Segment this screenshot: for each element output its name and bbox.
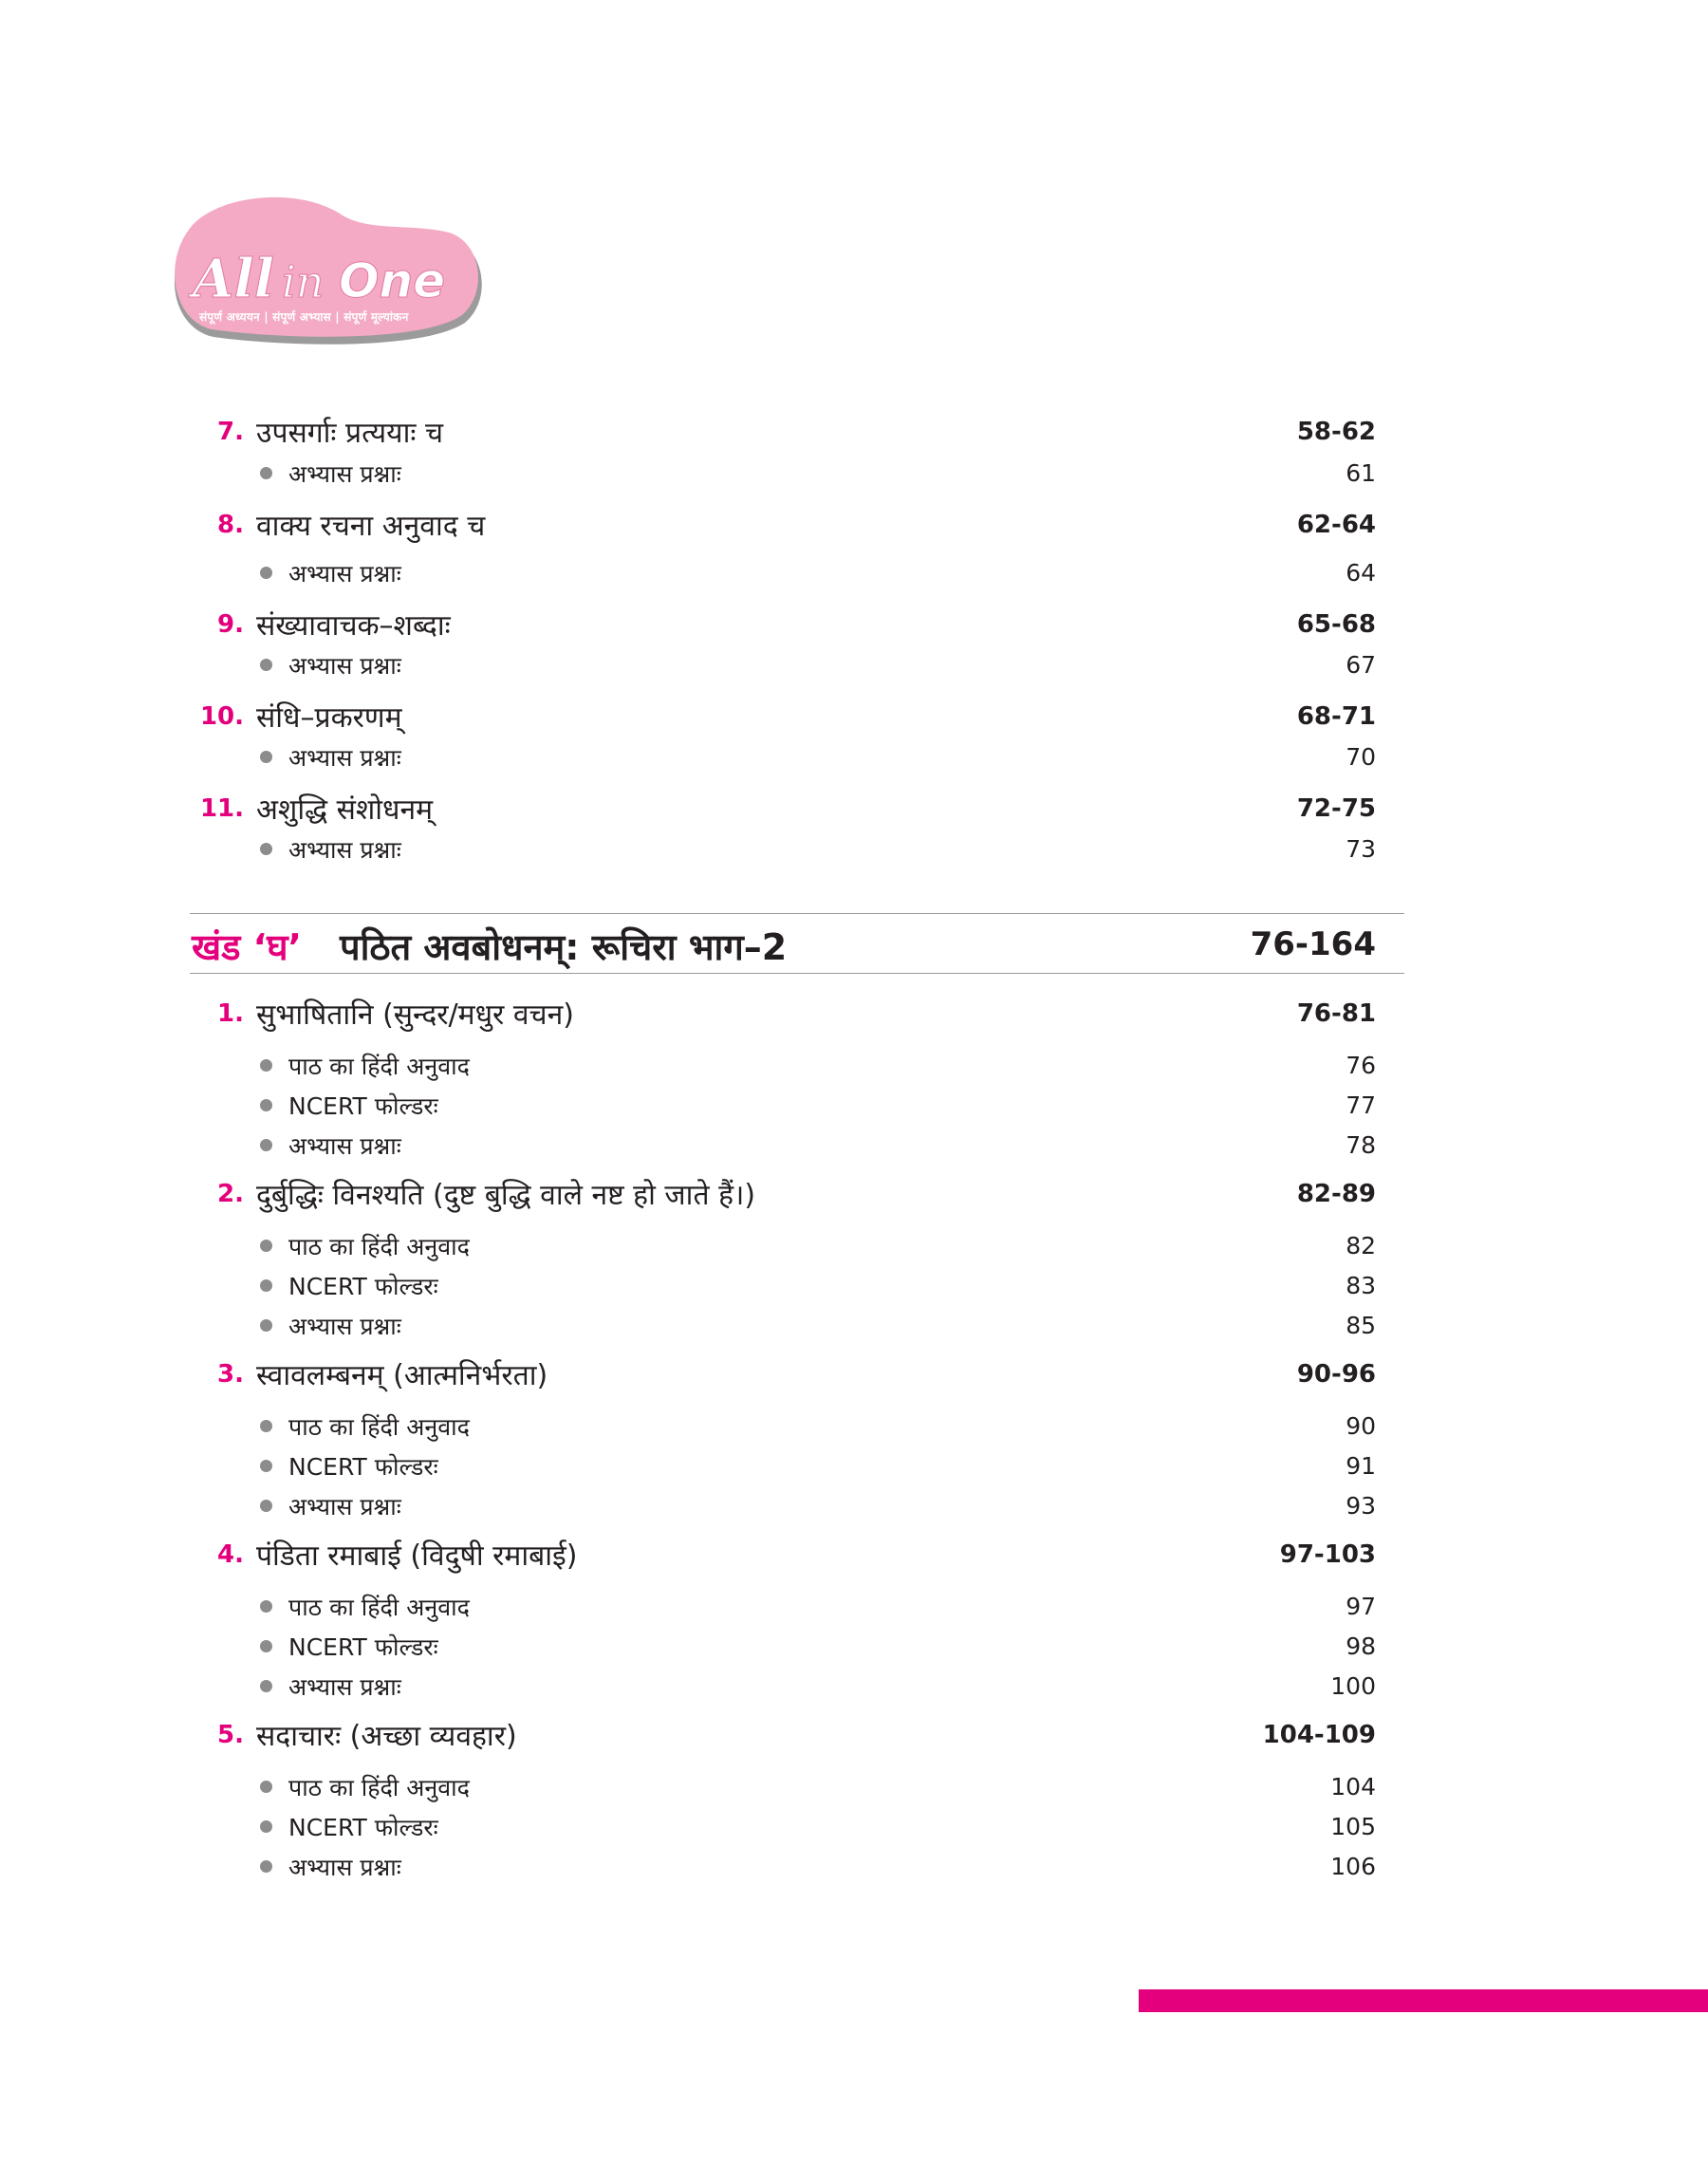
subitem-page: 85 xyxy=(1346,1312,1376,1339)
subitem-page: 83 xyxy=(1346,1272,1376,1299)
chapter-number: 2. xyxy=(217,1180,244,1208)
toc-subitem-row[interactable] xyxy=(0,1266,1708,1304)
chapter-title: अशुद्धि संशोधनम् xyxy=(256,793,434,827)
subitem-page: 67 xyxy=(1346,651,1376,679)
bullet-icon xyxy=(260,1240,272,1252)
toc-subitem-row[interactable] xyxy=(0,1407,1708,1445)
subitem-label: अभ्यास प्रश्नाः xyxy=(288,744,401,772)
toc-subitem-row[interactable] xyxy=(0,1767,1708,1805)
subitem-label: अभ्यास प्रश्नाः xyxy=(288,560,401,588)
chapter-page-range: 82-89 xyxy=(1296,1180,1376,1208)
chapter-title: पंडिता रमाबाई (विदुषी रमाबाई) xyxy=(256,1539,578,1573)
subitem-label: अभ्यास प्रश्नाः xyxy=(288,1132,401,1160)
svg-text:All: All xyxy=(193,248,274,310)
chapter-number: 4. xyxy=(217,1540,244,1569)
subitem-page: 70 xyxy=(1346,743,1376,771)
subitem-page: 97 xyxy=(1346,1593,1376,1620)
bullet-icon xyxy=(260,1820,272,1833)
chapter-number: 11. xyxy=(199,794,244,823)
bullet-icon xyxy=(260,1860,272,1873)
bullet-icon xyxy=(260,1099,272,1111)
chapter-title: वाक्य रचना अनुवाद च xyxy=(256,510,486,543)
subitem-page: 90 xyxy=(1346,1412,1376,1440)
subitem-label: अभ्यास प्रश्नाः xyxy=(288,1673,401,1701)
chapter-number: 7. xyxy=(217,418,244,446)
chapter-title: सदाचारः (अच्छा व्यवहार) xyxy=(256,1720,517,1753)
subitem-label: अभ्यास प्रश्नाः xyxy=(288,1854,401,1881)
chapter-page-range: 76-81 xyxy=(1296,999,1376,1028)
chapter-page-range: 58-62 xyxy=(1296,418,1376,446)
chapter-number: 9. xyxy=(217,610,244,639)
chapter-page-range: 72-75 xyxy=(1296,794,1376,823)
subitem-label: NCERT फोल्डरः xyxy=(288,1814,438,1841)
chapter-title: सुभाषितानि (सुन्दर/मधुर वचन) xyxy=(256,998,574,1032)
subitem-page: 77 xyxy=(1346,1092,1376,1119)
chapter-page-range: 104-109 xyxy=(1262,1721,1376,1749)
toc-subitem-row[interactable] xyxy=(0,1126,1708,1164)
toc-chapter-row[interactable] xyxy=(0,785,1708,832)
bullet-icon xyxy=(260,1500,272,1512)
bullet-icon xyxy=(260,1781,272,1793)
toc-subitem-row[interactable] xyxy=(0,1807,1708,1845)
chapter-number: 10. xyxy=(199,702,244,731)
chapter-title: दुर्बुद्धिः विनश्यति (दुष्ट बुद्धि वाले नष्ट हो जाते हैं।) xyxy=(256,1179,756,1212)
subitem-label: NCERT फोल्डरः xyxy=(288,1273,438,1300)
chapter-page-range: 90-96 xyxy=(1296,1360,1376,1389)
toc-subitem-row[interactable] xyxy=(0,830,1708,868)
chapter-number: 1. xyxy=(217,999,244,1028)
chapter-page-range: 97-103 xyxy=(1279,1540,1376,1569)
toc-subitem-row[interactable] xyxy=(0,1086,1708,1124)
all-in-one-logo xyxy=(166,195,489,351)
toc-chapter-row[interactable] xyxy=(0,408,1708,456)
section-title: पठित अवबोधनम्: रूचिरा भाग–2 xyxy=(340,926,788,968)
chapter-title: उपसर्गाः प्रत्ययाः च xyxy=(256,417,444,450)
toc-subitem-row[interactable] xyxy=(0,1667,1708,1705)
subitem-page: 76 xyxy=(1346,1052,1376,1079)
chapter-page-range: 68-71 xyxy=(1296,702,1376,731)
chapter-page-range: 65-68 xyxy=(1296,610,1376,639)
subitem-label: पाठ का हिंदी अनुवाद xyxy=(288,1053,470,1080)
toc-chapter-row[interactable] xyxy=(0,1531,1708,1578)
bullet-icon xyxy=(260,1279,272,1292)
subitem-label: अभ्यास प्रश्नाः xyxy=(288,1493,401,1521)
toc-chapter-row[interactable] xyxy=(0,693,1708,740)
chapter-title: संख्यावाचक–शब्दाः xyxy=(256,609,451,643)
toc-subitem-row[interactable] xyxy=(0,645,1708,683)
subitem-page: 98 xyxy=(1346,1633,1376,1660)
logo-tagline: संपूर्ण अध्ययन | संपूर्ण अभ्यास | संपूर्ण मूल्यांकन xyxy=(199,310,409,324)
chapter-number: 8. xyxy=(217,511,244,539)
bullet-icon xyxy=(260,1460,272,1472)
toc-subitem-row[interactable] xyxy=(0,1486,1708,1524)
bullet-icon xyxy=(260,1640,272,1652)
chapter-title: स्वावलम्बनम् (आत्मनिर्भरता) xyxy=(256,1359,548,1392)
toc-subitem-row[interactable] xyxy=(0,737,1708,775)
subitem-page: 61 xyxy=(1346,459,1376,487)
bullet-icon xyxy=(260,467,272,479)
bullet-icon xyxy=(260,1319,272,1332)
toc-chapter-row[interactable] xyxy=(0,990,1708,1037)
toc-subitem-row[interactable] xyxy=(0,454,1708,492)
toc-chapter-row[interactable] xyxy=(0,1351,1708,1398)
section-header xyxy=(190,913,1404,974)
bullet-icon xyxy=(260,567,272,579)
subitem-label: अभ्यास प्रश्नाः xyxy=(288,1313,401,1340)
subitem-page: 100 xyxy=(1330,1672,1376,1700)
subitem-page: 106 xyxy=(1330,1853,1376,1880)
toc-subitem-row[interactable] xyxy=(0,1226,1708,1264)
subitem-label: अभ्यास प्रश्नाः xyxy=(288,460,401,488)
toc-subitem-row[interactable] xyxy=(0,1587,1708,1625)
section-label: खंड ‘घ’ xyxy=(192,926,302,968)
toc-subitem-row[interactable] xyxy=(0,1446,1708,1484)
subitem-label: पाठ का हिंदी अनुवाद xyxy=(288,1413,470,1441)
subitem-label: अभ्यास प्रश्नाः xyxy=(288,652,401,680)
subitem-label: पाठ का हिंदी अनुवाद xyxy=(288,1774,470,1801)
bullet-icon xyxy=(260,1059,272,1072)
subitem-label: पाठ का हिंदी अनुवाद xyxy=(288,1594,470,1621)
toc-subitem-row[interactable] xyxy=(0,553,1708,591)
subitem-label: NCERT फोल्डरः xyxy=(288,1453,438,1481)
chapter-number: 5. xyxy=(217,1721,244,1749)
subitem-page: 73 xyxy=(1346,835,1376,863)
bullet-icon xyxy=(260,1139,272,1151)
bullet-icon xyxy=(260,1600,272,1613)
bullet-icon xyxy=(260,1680,272,1692)
chapter-page-range: 62-64 xyxy=(1296,511,1376,539)
subitem-page: 78 xyxy=(1346,1131,1376,1159)
subitem-page: 91 xyxy=(1346,1452,1376,1480)
subitem-page: 82 xyxy=(1346,1232,1376,1259)
toc-chapter-row[interactable] xyxy=(0,601,1708,648)
bullet-icon xyxy=(260,751,272,763)
subitem-label: NCERT फोल्डरः xyxy=(288,1092,438,1120)
toc-subitem-row[interactable] xyxy=(0,1306,1708,1344)
toc-chapter-row[interactable] xyxy=(0,501,1708,549)
chapter-number: 3. xyxy=(217,1360,244,1389)
subitem-page: 104 xyxy=(1330,1773,1376,1801)
section-page-range: 76-164 xyxy=(1250,925,1376,963)
bullet-icon xyxy=(260,659,272,671)
bullet-icon xyxy=(260,843,272,855)
toc-subitem-row[interactable] xyxy=(0,1847,1708,1885)
svg-text:in: in xyxy=(282,256,325,308)
toc-subitem-row[interactable] xyxy=(0,1627,1708,1665)
subitem-page: 105 xyxy=(1330,1813,1376,1840)
subitem-page: 64 xyxy=(1346,559,1376,587)
toc-subitem-row[interactable] xyxy=(0,1046,1708,1084)
chapter-title: संधि–प्रकरणम् xyxy=(256,701,402,735)
bullet-icon xyxy=(260,1420,272,1432)
subitem-label: NCERT फोल्डरः xyxy=(288,1633,438,1661)
subitem-page: 93 xyxy=(1346,1492,1376,1520)
subitem-label: पाठ का हिंदी अनुवाद xyxy=(288,1233,470,1260)
toc-chapter-row[interactable] xyxy=(0,1711,1708,1759)
subitem-label: अभ्यास प्रश्नाः xyxy=(288,836,401,864)
toc-chapter-row[interactable] xyxy=(0,1170,1708,1218)
svg-text:One: One xyxy=(339,253,446,308)
bottom-accent-bar xyxy=(1139,1989,1708,2012)
